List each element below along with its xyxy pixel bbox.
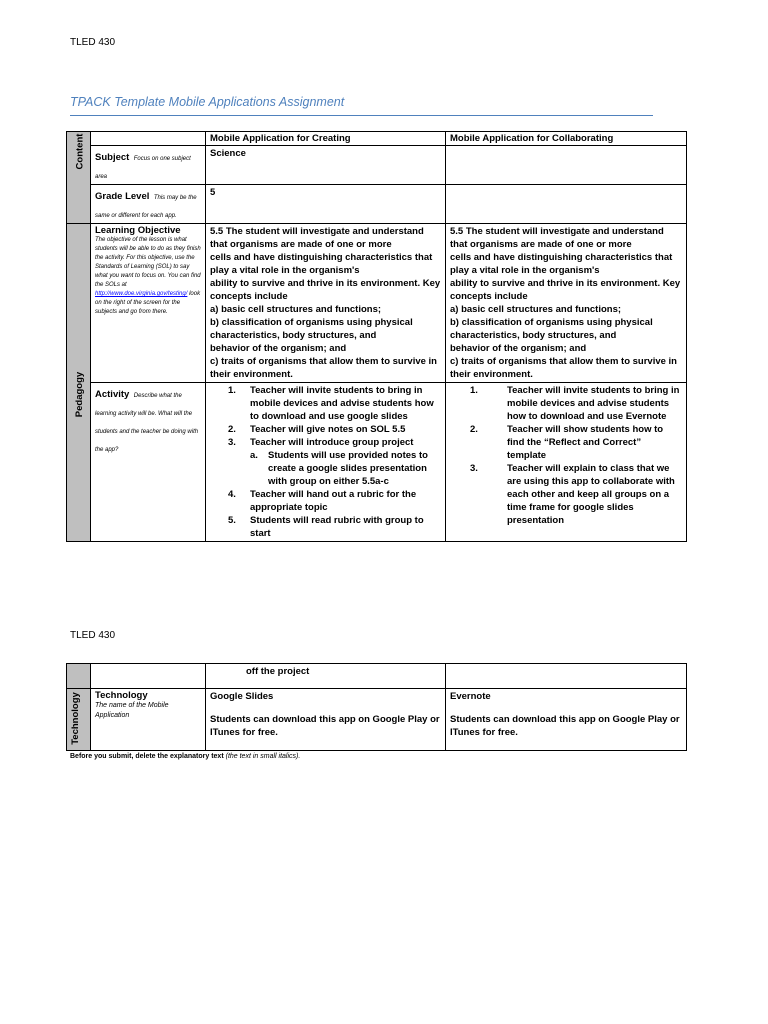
objective-line: concepts include: [210, 291, 288, 302]
activity-step: 3. Teacher will introduce group project: [228, 437, 414, 448]
objective-line: play a vital role in the organism's: [450, 265, 600, 276]
grade-note: This may be the same or different for each app.: [95, 195, 197, 219]
activity-continued: off the project: [206, 664, 446, 689]
technology-creating: [206, 689, 446, 751]
objective-line: cells and have distinguishing characteristics that: [450, 252, 673, 263]
col-head-creating: Mobile Application for Creating: [206, 132, 446, 146]
objective-line: a) basic cell structures and functions;: [450, 304, 622, 315]
objective-line: c) traits of organisms that allow them to survive in: [210, 356, 437, 367]
app-desc-collaborating: Students can download this app on Google Play or ITunes for free.: [450, 714, 680, 738]
technology-label: Technology: [95, 690, 148, 701]
objective-line: their environment.: [210, 369, 293, 380]
footer-note: Before you submit, delete the explanatory text (the text in small italics).: [70, 753, 301, 760]
activity-substep: a. Students will use provided notes to create a google slides presentation with group on either 5.5a-c: [250, 450, 428, 487]
page-header-2: TLED 430: [70, 630, 116, 641]
objective-line: characteristics, body structures, and: [450, 330, 617, 341]
objective-line: behavior of the organism; and: [450, 343, 587, 354]
objective-line: b) classification of organisms using physical: [450, 317, 653, 328]
activity-step: 3. Teacher will explain to class that we are using this app to collaborate with each other and keep all groups on a time frame for google slides presentation: [470, 463, 675, 526]
objective-line: ability to survive and thrive in its environment. Key: [450, 278, 681, 289]
tpack-table-page1: [66, 131, 687, 542]
section-pedagogy: Pedagogy: [67, 224, 91, 542]
objective-label-cell: [91, 224, 206, 383]
grade-collaborating: [446, 185, 687, 224]
page-header-1: TLED 430: [70, 37, 116, 48]
sol-link[interactable]: http://www.doe.virginia.gov/testing/: [95, 291, 188, 297]
subject-label-cell: [91, 146, 206, 185]
col-head-collaborating: Mobile Application for Collaborating: [446, 132, 687, 146]
subject-collaborating: [446, 146, 687, 185]
objective-line: 5.5 The student will investigate and understand: [450, 226, 664, 237]
activity-note: Describe what the learning activity will be. What will the students and the teacher be doing with the app?: [95, 393, 199, 453]
objective-creating: [206, 224, 446, 383]
objective-line: a) basic cell structures and functions;: [210, 304, 382, 315]
activity-label-cell: [91, 383, 206, 542]
tpack-table-page2: [66, 663, 687, 751]
title-rule: [70, 115, 653, 116]
grade-creating: 5: [206, 185, 446, 224]
activity-label: Activity: [95, 389, 130, 400]
section-technology: Technology: [67, 689, 91, 751]
technology-label-cell: [91, 689, 206, 751]
technology-note: The name of the Mobile Application: [95, 702, 169, 719]
app-desc-creating: Students can download this app on Google Play or ITunes for free.: [210, 714, 440, 738]
objective-line: 5.5 The student will investigate and understand: [210, 226, 424, 237]
technology-collaborating: [446, 689, 687, 751]
app-name-creating: Google Slides: [210, 691, 274, 702]
grade-label: Grade Level: [95, 191, 150, 202]
objective-line: that organisms are made of one or more: [450, 239, 632, 250]
objective-note: The objective of the lesson is what students will be able to do as they finish the activity. For this objective, use the Standards of Learning (SOL) to say what you want to focus on. You can find the SOLs at http://www.doe.virginia.gov/testing/ look on the right of the screen for the subjects and go from there.: [95, 237, 201, 315]
activity-step: 5. Students will read rubric with group to start: [228, 515, 424, 539]
grade-label-cell: [91, 185, 206, 224]
subject-label: Subject: [95, 152, 130, 163]
objective-line: characteristics, body structures, and: [210, 330, 377, 341]
activity-step: 4. Teacher will hand out a rubric for the appropriate topic: [228, 489, 417, 513]
objective-line: concepts include: [450, 291, 528, 302]
subject-note: Focus on one subject area: [95, 156, 191, 180]
objective-label: Learning Objective: [95, 225, 181, 236]
objective-collaborating: [446, 224, 687, 383]
objective-line: b) classification of organisms using physical: [210, 317, 413, 328]
objective-line: c) traits of organisms that allow them to survive in: [450, 356, 677, 367]
activity-collaborating: [446, 383, 687, 542]
activity-step: 1. Teacher will invite students to bring in mobile devices and advise students how to download and use Evernote: [470, 385, 680, 422]
section-content: Content: [67, 132, 91, 224]
objective-line: cells and have distinguishing characteristics that: [210, 252, 433, 263]
objective-line: ability to survive and thrive in its environment. Key: [210, 278, 441, 289]
objective-line: play a vital role in the organism's: [210, 265, 360, 276]
activity-step: 1. Teacher will invite students to bring in mobile devices and advise students how to download and use google slides: [228, 385, 434, 422]
document-title: TPACK Template Mobile Applications Assignment: [70, 95, 345, 109]
activity-step: 2. Teacher will show students how to find the “Reflect and Correct” template: [470, 424, 664, 461]
objective-line: behavior of the organism; and: [210, 343, 347, 354]
subject-creating: Science: [206, 146, 446, 185]
app-name-collaborating: Evernote: [450, 691, 491, 702]
activity-creating: [206, 383, 446, 542]
activity-step: 2. Teacher will give notes on SOL 5.5: [228, 424, 406, 435]
objective-line: their environment.: [450, 369, 533, 380]
objective-line: that organisms are made of one or more: [210, 239, 392, 250]
